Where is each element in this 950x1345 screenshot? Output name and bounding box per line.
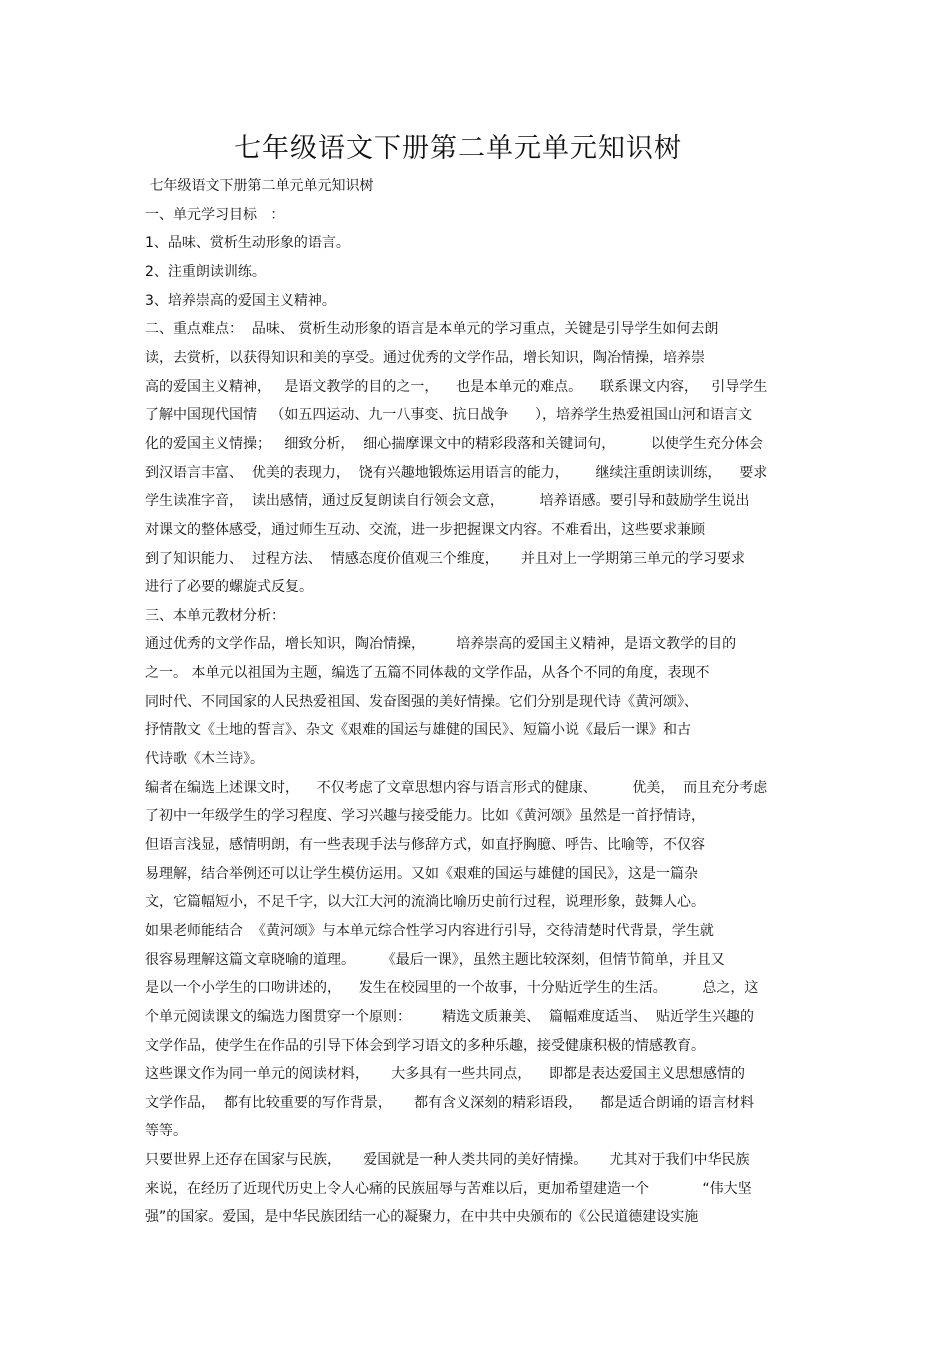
body-line: 高的爱国主义精神， 是语文教学的目的之一， 也是本单元的难点。 联系课文内容， 引导学生 xyxy=(145,378,768,395)
body-line: 但语言浅显，感情明朗，有一些表现手法与修辞方式，如直抒胸臆、呼告、比喻等，不仅容 xyxy=(145,836,705,853)
body-line: 学生读准字音， 读出感情，通过反复朗读自行领会文意， 培养语感。要引导和鼓励学生说出 xyxy=(145,493,750,510)
body-line: 二、重点难点： 品味、 赏析生动形象的语言是本单元的学习重点，关键是引导学生如何去朗 xyxy=(145,321,719,338)
body-line: 了解中国现代国情 （如五四运动、九一八事变、抗日战争 ），培养学生热爱祖国山河和语言文 xyxy=(145,407,753,424)
body-line: 1、品味、赏析生动形象的语言。 xyxy=(145,235,350,252)
body-line: 进行了必要的螺旋式反复。 xyxy=(145,579,313,596)
body-line: 同时代、不同国家的人民热爱祖国、发奋图强的美好情操。它们分别是现代诗《黄河颂》、 xyxy=(145,693,698,710)
body-line: 3、培养崇高的爱国主义精神。 xyxy=(145,292,336,309)
body-line: 编者在编选上述课文时， 不仅考虑了文章思想内容与语言形式的健康、 优美， 而且充分考虑 xyxy=(145,779,768,796)
body-line: 来说，在经历了近现代历史上令人心痛的民族屈辱与苦难以后，更加希望建造一个 “伟大坚 xyxy=(145,1180,752,1197)
body-line: 文学作品， 都有比较重要的写作背景， 都有含义深刻的精彩语段， 都是适合朗诵的语言材料 xyxy=(145,1094,754,1111)
body-line: 文学作品，使学生在作品的引导下体会到学习语文的多种乐趣，接受健康积极的情感教育。 xyxy=(145,1037,705,1054)
body-line: 易理解，结合举例还可以让学生模仿运用。又如《艰难的国运与雄健的国民》，这是一篇杂 xyxy=(145,865,698,882)
body-line: 了初中一年级学生的学习程度、学习兴趣与接受能力。比如《黄河颂》虽然是一首抒情诗， xyxy=(145,808,705,825)
body-line: 个单元阅读课文的编选力图贯穿一个原则： 精选文质兼美、 篇幅难度适当、 贴近学生兴趣的 xyxy=(145,1008,754,1025)
body-line: 代诗歌《木兰诗》。 xyxy=(145,751,264,767)
body-line: 强”的国家。爱国，是中华民族团结一心的凝聚力，在中共中央颁布的《公民道德建设实施 xyxy=(145,1209,699,1226)
body-line: 到汉语言丰富、 优美的表现力， 饶有兴趣地锻炼运用语言的能力， 继续注重朗读训练， 要求 xyxy=(145,464,768,481)
body-line: 化的爱国主义情操； 细致分析， 细心揣摩课文中的精彩段落和关键词句， 以使学生充分体会 xyxy=(145,435,763,452)
body-line: 通过优秀的文学作品，增长知识，陶冶情操， 培养崇高的爱国主义精神，是语文教学的目的 xyxy=(145,636,737,653)
body-line: 是以一个小学生的口吻讲述的， 发生在校园里的一个故事，十分贴近学生的生活。 总之，这 xyxy=(145,980,759,997)
body-line: 三、本单元教材分析： xyxy=(145,607,285,624)
body-line: 读，去赏析，以获得知识和美的享受。通过优秀的文学作品，增长知识，陶冶情操，培养崇 xyxy=(145,349,705,366)
body-line: 这些课文作为同一单元的阅读材料， 大多具有一些共同点， 即都是表达爱国主义思想感情的 xyxy=(145,1066,746,1083)
body-line: 一、单元学习目标 ： xyxy=(145,206,285,223)
body-line: 文，它篇幅短小，不足千字，以大江大河的流淌比喻历史前行过程，说理形象，鼓舞人心。 xyxy=(145,894,705,911)
body-line: 只要世界上还存在国家与民族， 爱国就是一种人类共同的美好情操。 尤其对于我们中华民族 xyxy=(145,1152,750,1169)
body-line: 很容易理解这篇文章晓喻的道理。 《最后一课》，虽然主题比较深刻，但情节简单，并且又 xyxy=(145,951,725,968)
body-line: 等等。 xyxy=(145,1123,187,1140)
body-line: 2、注重朗读训练。 xyxy=(145,263,266,280)
body-line: 到了知识能力、 过程方法、 情感态度价值观三个维度， 并且对上一学期第三单元的学习要求 xyxy=(145,550,746,567)
body-line: 抒情散文《土地的誓言》、杂文《艰难的国运与雄健的国民》、短篇小说《最后一课》和古 xyxy=(145,722,691,739)
body-line: 对课文的整体感受，通过师生互动、交流，进一步把握课文内容。不难看出，这些要求兼顾 xyxy=(145,521,705,538)
body-line: 如果老师能结合 《黄河颂》与本单元综合性学习内容进行引导，交待清楚时代背景，学生就 xyxy=(145,922,714,939)
body-line: 七年级语文下册第二单元单元知识树 xyxy=(145,178,374,194)
body-line: 之一。 本单元以祖国为主题，编选了五篇不同体裁的文学作品，从各个不同的角度，表现不 xyxy=(145,665,710,681)
page-title: 七年级语文下册第二单元单元知识树 xyxy=(234,133,682,164)
